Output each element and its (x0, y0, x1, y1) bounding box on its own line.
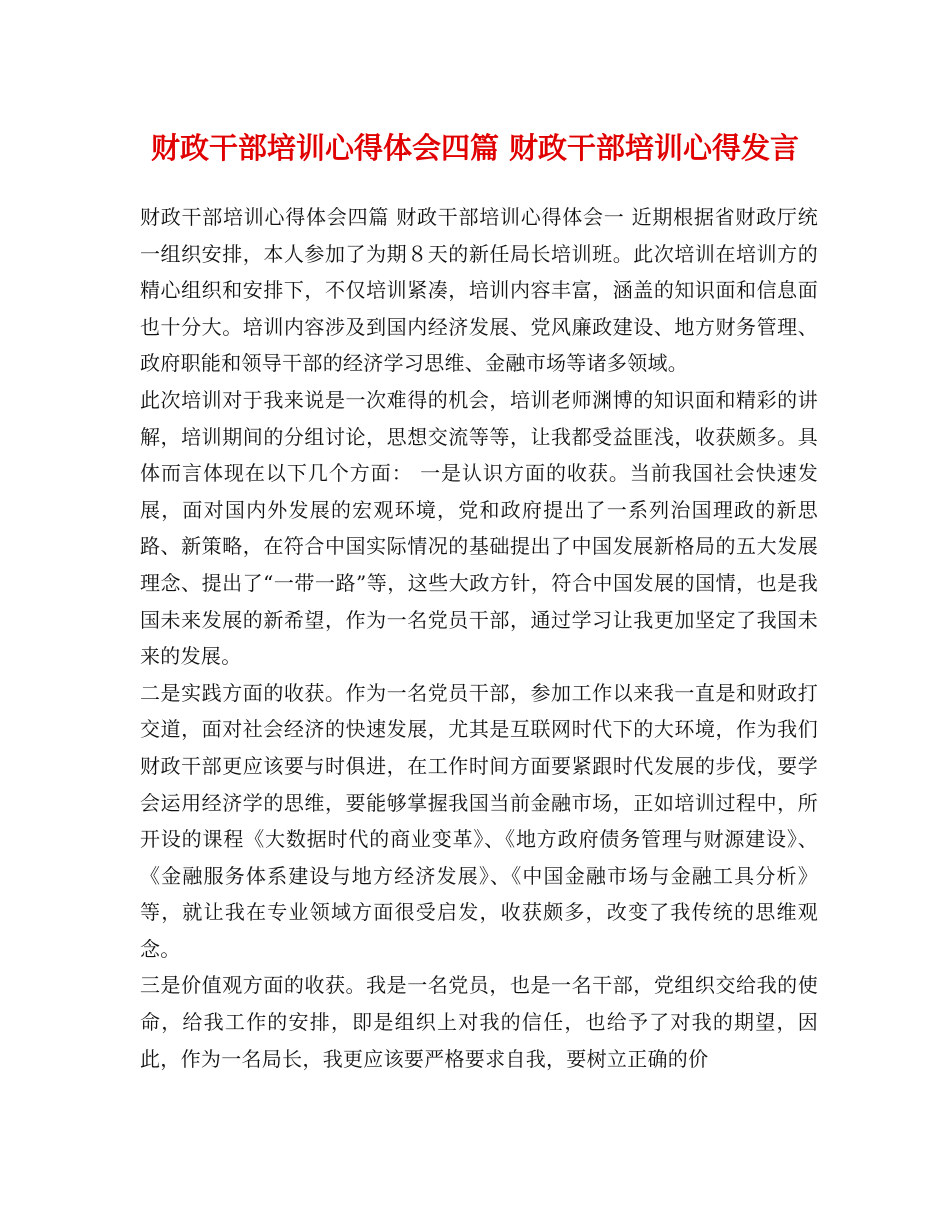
paragraph-2: 此次培训对于我来说是一次难得的机会，培训老师渊博的知识面和精彩的讲解，培训期间的分组讨论，思想交流等等，让我都受益匪浅，收获颇多。具体而言体现在以下几个方面： 一是认识方面的收获。当前我国社会快速发展，面对国内外发展的宏观环境，党和政府提出了一系列治国理政的新思路、新策略，在符合中国实际情况的基础提出了中国发展新格局的五大发展理念、提出了“一带一路”等，这些大政方针，符合中国发展的国情，也是我国未来发展的新希望，作为一名党员干部，通过学习让我更加坚定了我国未来的发展。 (140, 387, 818, 669)
document-title: 财政干部培训心得体会四篇 财政干部培训心得发言 (150, 131, 800, 165)
paragraph-4: 三是价值观方面的收获。我是一名党员，也是一名干部，党组织交给我的使命，给我工作的安排，即是组织上对我的信任，也给予了对我的期望，因此，作为一名局长，我更应该要严格要求自我，要树立正确的价 (140, 973, 818, 1071)
paragraph-3: 二是实践方面的收获。作为一名党员干部，参加工作以来我一直是和财政打交道，面对社会经济的快速发展，尤其是互联网时代下的大环境，作为我们财政干部更应该要与时俱进，在工作时间方面要紧跟时代发展的步伐，要学会运用经济学的思维，要能够掌握我国当前金融市场，正如培训过程中，所开设的课程《大数据时代的商业变革》、《地方政府债务管理与财源建设》、《金融服务体系建设与地方经济发展》、《中国金融市场与金融工具分析》等，就让我在专业领域方面很受启发，收获颇多，改变了我传统的思维观念。 (140, 680, 818, 961)
document-body (140, 199, 818, 1077)
paragraph-1: 财政干部培训心得体会四篇 财政干部培训心得体会一 近期根据省财政厅统一组织安排，本人参加了为期８天的新任局长培训班。此次培训在培训方的精心组织和安排下，不仅培训紧凑，培训内容丰富，涵盖的知识面和信息面也十分大。培训内容涉及到国内经济发展、党风廉政建设、地方财务管理、政府职能和领导干部的经济学习思维、金融市场等诸多领域。 (140, 205, 818, 376)
